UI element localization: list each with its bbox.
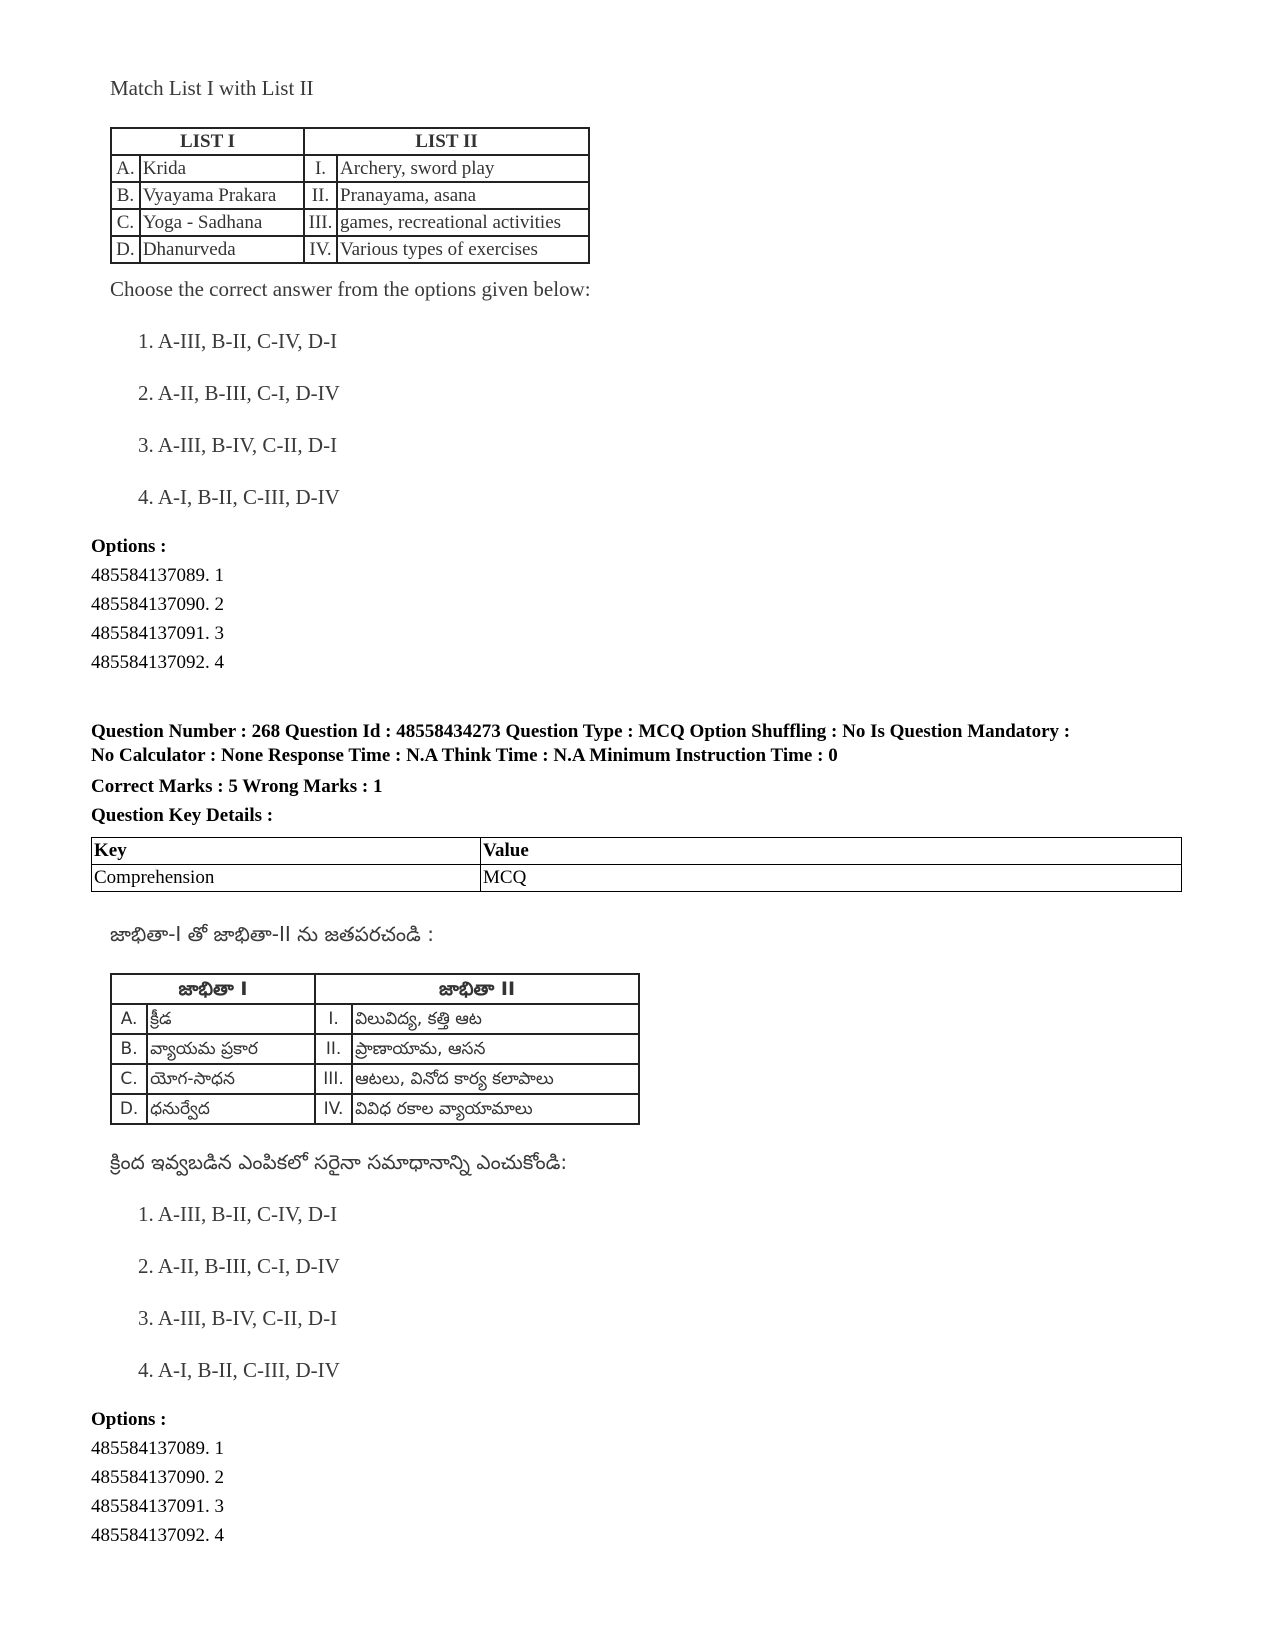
row-item: Pranayama, asana <box>337 182 589 209</box>
value-header: Value <box>481 838 1182 865</box>
q1-options-block <box>91 532 224 677</box>
key-header: Key <box>92 838 481 865</box>
row-code: IV. <box>315 1094 352 1124</box>
q1-choose-text: Choose the correct answer from the options given below: <box>110 277 591 301</box>
options-label: Options : <box>91 1409 167 1430</box>
table-row <box>111 1064 639 1094</box>
options-label: Options : <box>91 536 167 557</box>
row-item: games, recreational activities <box>337 209 589 236</box>
q2-choose-text: క్రింద ఇవ్వబడిన ఎంపికలో సరైనా సమాధానాన్ని ఎంచుకోండి: <box>110 1150 568 1174</box>
option-item: 485584137090. 2 <box>91 1467 224 1488</box>
option-item: 485584137089. 1 <box>91 565 224 586</box>
row-item: వ్యాయమ ప్రకార <box>147 1034 315 1064</box>
row-item: ప్రాణాయామ, ఆసన <box>352 1034 639 1064</box>
row-code: IV. <box>304 236 337 263</box>
row-code: III. <box>315 1064 352 1094</box>
table-row <box>111 1094 639 1124</box>
q2-match-table <box>110 973 640 1125</box>
q1-choice-1: 1. A-III, B-II, C-IV, D-I <box>138 329 338 353</box>
key-details-table <box>91 837 1182 892</box>
option-item: 485584137089. 1 <box>91 1438 224 1459</box>
q1-match-table <box>110 127 590 264</box>
row-item: Krida <box>140 155 304 182</box>
table-row <box>111 155 589 182</box>
row-item: Archery, sword play <box>337 155 589 182</box>
q2-instruction: జాభితా-I తో జాభితా-II ను జతపరచండి : <box>110 922 434 946</box>
q2-choice-1: 1. A-III, B-II, C-IV, D-I <box>138 1202 338 1226</box>
list2-header: LIST II <box>304 128 589 155</box>
row-code: I. <box>304 155 337 182</box>
table-row <box>111 182 589 209</box>
key-details-label: Question Key Details : <box>91 805 274 826</box>
row-code: II. <box>315 1034 352 1064</box>
row-code: III. <box>304 209 337 236</box>
row-code: B. <box>111 1034 147 1064</box>
row-item: క్రీడ <box>147 1004 315 1034</box>
row-code: D. <box>111 236 140 263</box>
q2-choice-3: 3. A-III, B-IV, C-II, D-I <box>138 1306 338 1330</box>
q1-choice-3: 3. A-III, B-IV, C-II, D-I <box>138 433 338 457</box>
table-row <box>111 1034 639 1064</box>
option-item: 485584137092. 4 <box>91 1525 224 1546</box>
table-row <box>92 838 1182 865</box>
row-code: C. <box>111 1064 147 1094</box>
table-row <box>111 236 589 263</box>
row-item: Dhanurveda <box>140 236 304 263</box>
list1-header: LIST I <box>111 128 304 155</box>
row-item: Yoga - Sadhana <box>140 209 304 236</box>
row-item: Various types of exercises <box>337 236 589 263</box>
list2-header: జాభితా II <box>315 974 639 1004</box>
option-item: 485584137092. 4 <box>91 652 224 673</box>
row-code: C. <box>111 209 140 236</box>
q2-options-block <box>91 1405 224 1550</box>
option-item: 485584137090. 2 <box>91 594 224 615</box>
list1-header: జాభితా I <box>111 974 315 1004</box>
table-row <box>92 865 1182 892</box>
row-code: I. <box>315 1004 352 1034</box>
row-code: A. <box>111 1004 147 1034</box>
table-row <box>111 1004 639 1034</box>
q2-meta-block <box>91 720 1191 830</box>
row-code: B. <box>111 182 140 209</box>
row-item: Vyayama Prakara <box>140 182 304 209</box>
q1-choice-4: 4. A-I, B-II, C-III, D-IV <box>138 485 340 509</box>
option-item: 485584137091. 3 <box>91 623 224 644</box>
question-meta-line2: No Calculator : None Response Time : N.A Think Time : N.A Minimum Instruction Time : 0 <box>91 745 838 766</box>
q1-instruction: Match List I with List II <box>110 76 314 100</box>
row-item: విలువిద్య, కత్తి ఆట <box>352 1004 639 1034</box>
table-row <box>111 209 589 236</box>
row-item: యోగ-సాధన <box>147 1064 315 1094</box>
key-cell: Comprehension <box>92 865 481 892</box>
marks-line: Correct Marks : 5 Wrong Marks : 1 <box>91 776 383 797</box>
value-cell: MCQ <box>481 865 1182 892</box>
q2-choice-4: 4. A-I, B-II, C-III, D-IV <box>138 1358 340 1382</box>
q2-choice-2: 2. A-II, B-III, C-I, D-IV <box>138 1254 340 1278</box>
row-code: A. <box>111 155 140 182</box>
row-code: II. <box>304 182 337 209</box>
row-item: వివిధ రకాల వ్యాయామాలు <box>352 1094 639 1124</box>
row-item: ఆటలు, వినోద కార్య కలాపాలు <box>352 1064 639 1094</box>
q1-choice-2: 2. A-II, B-III, C-I, D-IV <box>138 381 340 405</box>
option-item: 485584137091. 3 <box>91 1496 224 1517</box>
question-meta-line1: Question Number : 268 Question Id : 48558434273 Question Type : MCQ Option Shuffling : No Is Question Mandatory : <box>91 721 1071 742</box>
row-item: ధనుర్వేద <box>147 1094 315 1124</box>
row-code: D. <box>111 1094 147 1124</box>
